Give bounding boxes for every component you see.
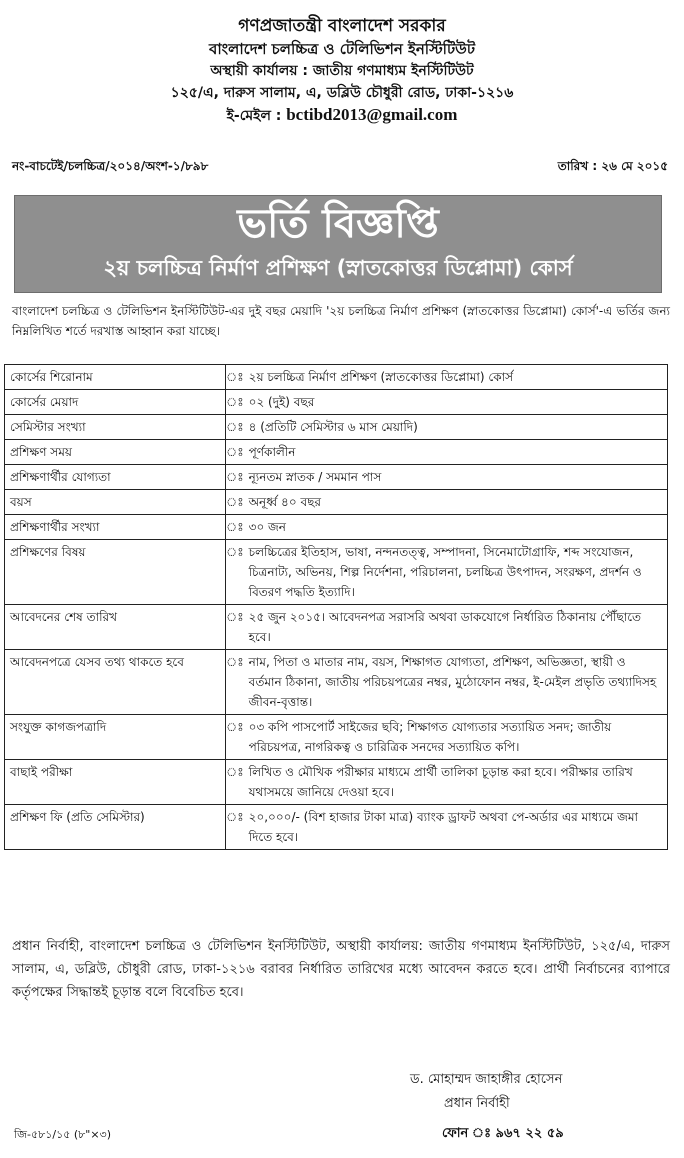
email-address: bctibd2013@gmail.com [286, 105, 458, 124]
reference-line [12, 158, 668, 178]
row-label: প্রশিক্ষণ ফি (প্রতি সেমিস্টার) [5, 805, 226, 850]
row-label: বয়স [5, 490, 226, 515]
phone-number: ফোন ঃ ৯৬৭ ২২ ৫৯ [442, 1126, 564, 1141]
row-value: ৩০ জন [244, 515, 668, 540]
row-separator: ঃ [226, 365, 244, 390]
institute-name: বাংলাদেশ চলচ্চিত্র ও টেলিভিশন ইনস্টিটিউট [208, 40, 476, 58]
table-row [5, 760, 668, 805]
temporary-office: অস্থায়ী কার্যালয় : জাতীয় গণমাধ্যম ইনস্টিটিউট [210, 63, 474, 79]
row-separator: ঃ [226, 415, 244, 440]
row-separator: ঃ [226, 540, 244, 605]
row-value: ন্যূনতম স্নাতক / সমমান পাস [244, 465, 668, 490]
application-instructions: প্রধান নির্বাহী, বাংলাদেশ চলচ্চিত্র ও টেলিভিশন ইনস্টিটিউট, অস্থায়ী কার্যালয়: জাতীয় গণমাধ্যম ইনস্টিটিউট, ১২৫/এ, দারুস সালাম, এ, ডব্লিউ, চৌধুরী রোড, ঢাকা-১২১৬ বরাবর নির্ধারিত তারিখের মধ্যে আবেদন করতে হবে। প্রার্থী নির্বাচনের ব্যাপারে কর্তৃপক্ষের সিদ্ধান্তই চূড়ান্ত বলে বিবেচিত হবে। [12, 939, 670, 1000]
table-row [5, 805, 668, 850]
row-label: প্রশিক্ষণ সময় [5, 440, 226, 465]
table-row [5, 715, 668, 760]
notice-title: ভর্তি বিজ্ঞপ্তি [237, 201, 439, 247]
course-details-table [4, 364, 668, 850]
signatory-name: ড. মোহাম্মদ জাহাঙ্গীর হোসেন [410, 1072, 563, 1087]
row-value: পূর্ণকালীন [244, 440, 668, 465]
row-value: ০৩ কপি পাসপোর্ট সাইজের ছবি; শিক্ষাগত যোগ্যতার সত্যায়িত সনদ; জাতীয় পরিচয়পত্র, নাগরিকত্ব ও চারিত্রিক সনদের সত্যায়িত কপি। [244, 715, 668, 760]
row-value: নাম, পিতা ও মাতার নাম, বয়স, শিক্ষাগত যোগ্যতা, প্রশিক্ষণ, অভিজ্ঞতা, স্থায়ী ও বর্তমান ঠিকানা, জাতীয় পরিচয়পত্রের নম্বর, মুঠোফোন নম্বর, ই-মেইল প্রভৃতি তথ্যাদিসহ জীবন-বৃত্তান্ত। [244, 650, 668, 715]
row-separator: ঃ [226, 490, 244, 515]
row-value: ২৫ জুন ২০১৫। আবেদনপত্র সরাসরি অথবা ডাকযোগে নির্ধারিত ঠিকানায় পৌঁছাতে হবে। [244, 605, 668, 650]
row-separator: ঃ [226, 390, 244, 415]
signatory-designation: প্রধান নির্বাহী [444, 1096, 510, 1111]
row-label: কোর্সের শিরোনাম [5, 365, 226, 390]
table-row [5, 515, 668, 540]
row-value: অনূর্ধ্ব ৪০ বছর [244, 490, 668, 515]
email-line [0, 104, 684, 127]
row-label: প্রশিক্ষণার্থীর যোগ্যতা [5, 465, 226, 490]
row-separator: ঃ [226, 465, 244, 490]
table-row [5, 465, 668, 490]
row-label: কোর্সের মেয়াদ [5, 390, 226, 415]
row-value: ২য় চলচ্চিত্র নির্মাণ প্রশিক্ষণ (স্নাতকোত্তর ডিপ্লোমা) কোর্স [244, 365, 668, 390]
row-separator: ঃ [226, 440, 244, 465]
row-label: প্রশিক্ষণের বিষয় [5, 540, 226, 605]
notice-date: তারিখ : ২৬ মে ২০১৫ [557, 159, 668, 173]
table-row [5, 490, 668, 515]
row-label: আবেদনপত্রে যেসব তথ্য থাকতে হবে [5, 650, 226, 715]
course-subtitle: ২য় চলচ্চিত্র নির্মাণ প্রশিক্ষণ (স্নাতকোত্তর ডিপ্লোমা) কোর্স [103, 256, 573, 280]
row-separator: ঃ [226, 805, 244, 850]
row-label: সেমিস্টার সংখ্যা [5, 415, 226, 440]
row-value: ০২ (দুই) বছর [244, 390, 668, 415]
row-separator: ঃ [226, 760, 244, 805]
letterhead [0, 14, 684, 127]
intro-paragraph: বাংলাদেশ চলচ্চিত্র ও টেলিভিশন ইনস্টিটিউট-এর দুই বছর মেয়াদি '২য় চলচ্চিত্র নির্মাণ প্রশিক্ষণ (স্নাতকোত্তর ডিপ্লোমা) কোর্স'-এ ভর্তির জন্য নিম্নলিখিত শর্তে দরখাস্ত আহ্বান করা যাচ্ছে। [12, 304, 670, 338]
table-row [5, 415, 668, 440]
memo-number: নং-বাচটেই/চলচ্চিত্র/২০১৪/অংশ-১/৮৯৮ [12, 159, 209, 173]
title-banner [14, 195, 662, 293]
table-row [5, 540, 668, 605]
row-separator: ঃ [226, 650, 244, 715]
table-row [5, 605, 668, 650]
row-label: আবেদনের শেষ তারিখ [5, 605, 226, 650]
row-value: ৪ (প্রতিটি সেমিস্টার ৬ মাস মেয়াদি) [244, 415, 668, 440]
row-value: চলচ্চিত্রের ইতিহাস, ভাষা, নন্দনতত্ত্ব, সম্পাদনা, সিনেমাটোগ্রাফি, শব্দ সংযোজন, চিত্রনাট্য, অভিনয়, শিল্প নির্দেশনা, পরিচালনা, চলচ্চিত্র উৎপাদন, সংরক্ষণ, প্রদর্শন ও বিতরণ পদ্ধতি ইত্যাদি। [244, 540, 668, 605]
row-label: বাছাই পরীক্ষা [5, 760, 226, 805]
row-value: লিখিত ও মৌখিক পরীক্ষার মাধ্যমে প্রার্থী তালিকা চূড়ান্ত করা হবে। পরীক্ষার তারিখ যথাসময়ে জানিয়ে দেওয়া হবে। [244, 760, 668, 805]
table-row [5, 650, 668, 715]
row-label: প্রশিক্ষণার্থীর সংখ্যা [5, 515, 226, 540]
email-label: ই-মেইল : [226, 108, 287, 124]
table-row [5, 365, 668, 390]
row-separator: ঃ [226, 605, 244, 650]
address: ১২৫/এ, দারুস সালাম, এ, ডব্লিউ চৌধুরী রোড, ঢাকা-১২১৬ [170, 85, 514, 101]
row-separator: ঃ [226, 515, 244, 540]
row-separator: ঃ [226, 715, 244, 760]
row-value: ২০,০০০/- (বিশ হাজার টাকা মাত্র) ব্যাংক ড্রাফট অথবা পে-অর্ডার এর মাধ্যমে জমা দিতে হবে। [244, 805, 668, 850]
table-row [5, 390, 668, 415]
table-row [5, 440, 668, 465]
government-title: গণপ্রজাতন্ত্রী বাংলাদেশ সরকার [238, 16, 446, 36]
row-label: সংযুক্ত কাগজপত্রাদি [5, 715, 226, 760]
ad-code: জি-৫৮১/১৫ (৮"×৩) [14, 1128, 111, 1141]
